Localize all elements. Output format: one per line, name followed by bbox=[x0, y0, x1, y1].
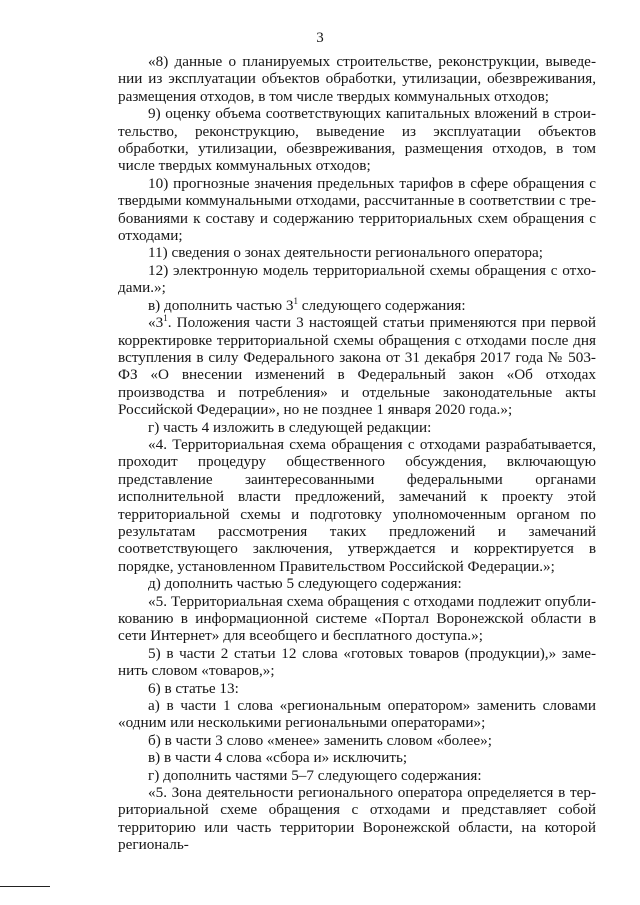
paragraph-zone: «5. Зона деятельности регионального оператора определяется в территориальной схеме обращения с отходами и представляет собой территорию или часть территории Воронежской области, на которой региональ- bbox=[118, 784, 596, 854]
text-fragment: в) дополнить частью 3 bbox=[148, 296, 294, 314]
paragraph-part-5: «5. Территориальная схема обращения с отходами подлежит опубликованию в информационной системе «Портал Воронежской области в сети Интернет» для всеобщего и бесплатного доступа.»; bbox=[118, 592, 596, 645]
paragraph-amend-v bbox=[118, 297, 596, 314]
text-fragment: «3 bbox=[148, 314, 164, 332]
paragraph-part-3-1 bbox=[118, 314, 596, 418]
paragraph-item-6-article-13: 6) в статье 13: bbox=[148, 679, 239, 697]
paragraph-sub-a: а) в части 1 слова «региональным оператором» заменить словами «одним или несколькими региональными операторами»; bbox=[118, 697, 596, 732]
paragraph-item-8: «8) данные о планируемых строительстве, реконструкции, выведении из эксплуатации объектов обработки, утилизации, обезвреживания, размещения отходов, в том числе твердых коммунальных отходов; bbox=[118, 53, 596, 105]
paragraph-item-9: 9) оценку объема соответствующих капитальных вложений в строительство, реконструкцию, выведение из эксплуатации объектов обработки, утилизации, обезвреживания, размещения отходов, в том числе твердых коммунальных отходов; bbox=[118, 105, 596, 175]
paragraph-item-5-article-12: 5) в части 2 статьи 12 слова «готовых товаров (продукции),» заменить словом «товаров,»; bbox=[118, 644, 596, 680]
superscript: 1 bbox=[163, 313, 168, 324]
paragraph-amend-d: д) дополнить частью 5 следующего содержания: bbox=[148, 575, 462, 593]
page-number: 3 bbox=[316, 30, 324, 46]
paragraph-sub-v: в) в части 4 слова «сбора и» исключить; bbox=[148, 749, 408, 767]
paragraph-item-12: 12) электронную модель территориальной схемы обращения с отходами.»; bbox=[118, 261, 596, 297]
document-body bbox=[118, 53, 596, 854]
text-fragment: следующего содержания: bbox=[297, 296, 466, 314]
text-fragment: . Положения части 3 настоящей статьи применяются при первой корректировке территориальной схемы обращения с отходами после дня вступления в силу Федерального закона от 31 декабря 2017 года № 503-ФЗ «О внесении изменений в Федеральный закон «Об отходах производства и потребления» и отдельные законодательные акты Российской Федерации», но не позднее 1 января 2020 года.»; bbox=[118, 314, 596, 419]
scan-edge-mark bbox=[0, 886, 50, 887]
paragraph-amend-g: г) часть 4 изложить в следующей редакции: bbox=[148, 418, 432, 436]
paragraph-part-4: «4. Территориальная схема обращения с отходами разрабатывается, проходит процедуру общественного обсуждения, включающую представление заинтересованными федеральными органами исполнительной власти предложений, замечаний к проекту этой территориальной схемы и подготовку уполномоченным органом по результатам рассмотрения таких предложений и замечаний соответствующего заключения, утверждается и корректируется в порядке, установленном Правительством Российской Федерации.»; bbox=[118, 435, 596, 575]
paragraph-sub-g: г) дополнить частями 5–7 следующего содержания: bbox=[148, 766, 482, 784]
paragraph-item-11: 11) сведения о зонах деятельности регионального оператора; bbox=[148, 244, 543, 262]
paragraph-item-10: 10) прогнозные значения предельных тарифов в сфере обращения с твердыми коммунальными отходами, рассчитанные в соответствии с требованиями к составу и содержанию территориальных схем обращения с отходами; bbox=[118, 174, 596, 245]
superscript: 1 bbox=[293, 295, 298, 306]
paragraph-sub-b: б) в части 3 слово «менее» заменить словом «более»; bbox=[148, 731, 492, 749]
